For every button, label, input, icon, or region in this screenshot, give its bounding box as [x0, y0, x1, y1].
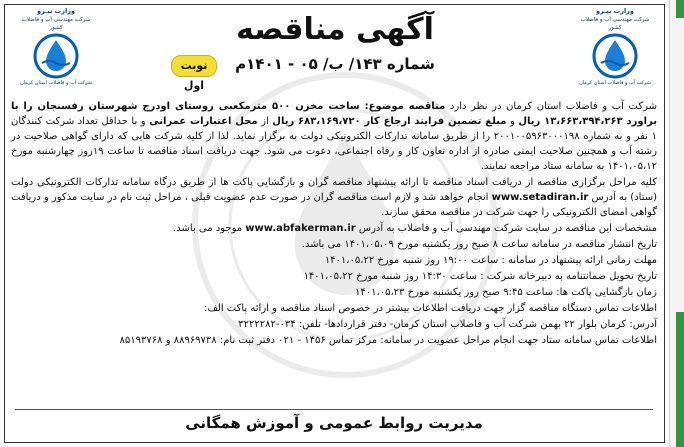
address-line: آدرس: کرمان بلوار ۲۲ بهمن شرکت آب و فاضلاب استان کرمان- دفتر قراردادها- تلفن: ۰۳۴-۳۲۲۲۲۸۲	[238, 319, 657, 330]
page-edge-green-mark	[676, 312, 684, 447]
contact-heading-line: اطلاعات تماس دستگاه مناقصه گزار جهت دریافت اطلاعات بیشتر در خصوص اسناد مناقصه و ارائه پاکت الف:	[204, 303, 657, 314]
opening-time-line: زمان بازگشایی پاکت ها: ساعت ۹:۴۵ صبح روز یکشنبه مورخ ۱۴۰۱،۰۵،۲۳	[355, 287, 657, 298]
paragraph-specs	[11, 221, 657, 236]
water-drop-logo-icon	[592, 33, 638, 79]
company-logo-right	[578, 7, 652, 99]
publish-date-line: تاریخ انتشار مناقصه در سامانه ساعت ۸ صبح روز یکشنبه مورخ ۱۴۰۱،۰۵،۰۹ می باشد.	[301, 239, 657, 250]
tender-ad-frame	[4, 4, 665, 443]
logo-province-text: شرکت آب و فاضلاب استان کرمان	[20, 80, 92, 86]
intro-details: و با حداقل تعداد شرکت کنندگان ۱ نفر و به شماره ۲۰۰۱۰۰۵۹۶۳۰۰۰۱۹۸ را از طریق سامانه تدارکات الکترونیکی دولت به برگزار نماید. لذا از کلیه شرکت هایی که دارای گواهی صلاحیت در رشته آب و همچنین صلاحیت ایمنی صادره از اداره تعاون کار و رفاه اجتماعی، دعوت می شود. جهت دریافت اسناد مناقصه تا ساعت ۱۹روز چهارشنبه مورخ ۱۴۰۱،۰۵،۱۲ به سامانه ستاد مراجعه نمایند.	[11, 116, 657, 172]
setad-contact-line: اطلاعات تماس سامانه ستاد جهت انجام مراحل عضویت در سامانه: مرکز تماس ۱۴۵۶ - ۰۲۱ دفتر ثبت نام: ۸۸۹۶۹۷۳۸ و ۸۵۱۹۳۷۶۸	[119, 335, 657, 346]
paragraph-intro	[11, 99, 657, 174]
connector-text: از	[257, 116, 273, 127]
funding-source: محل اعتبارات عمرانی	[149, 116, 258, 127]
logo-ministry-text: وزارت نیـرو	[596, 7, 634, 15]
logo-company-text: شرکت مهندسی آب و فاضلاب کشور	[580, 17, 650, 31]
intro-text: شرکت آب و فاضلاب استان کرمان در نظر دارد	[445, 101, 657, 112]
specs-text: مشخصات این مناقصه در سایت شرکت مهندسی آب و فاضلاب به آدرس	[355, 223, 657, 234]
process-text: کلیه مراحل برگزاری مناقصه از دریافت اسناد مناقصه تا ارائه پیشنهاد مناقصه گران و بازگشایی پاکت ها از طریق درگاه سامانه تدارکات الکترونیکی دولت (ستاد) به آدرس	[11, 177, 657, 203]
logo-ministry-text: وزارت نیـرو	[37, 7, 75, 15]
water-drop-logo-icon	[33, 33, 79, 79]
stage-badge: نوبت اول	[171, 55, 217, 77]
setad-link[interactable]: www.setadiran.ir	[491, 192, 589, 203]
ad-title: آگهی مناقصه	[236, 12, 434, 47]
guarantee-amount: مبلغ تضمین فرایند ارجاع کار ۶۸۳،۱۶۹،۷۲۰ ریال	[272, 116, 507, 127]
footer-signature: مدیریت روابط عمومی و آموزش همگانی	[15, 409, 653, 436]
logo-company-text: شرکت مهندسی آب و فاضلاب کشور	[21, 17, 91, 31]
company-logo-left	[19, 7, 93, 99]
guarantee-delivery-line: تاریخ تحویل ضمانتنامه به دبیرخانه شرکت : ساعت ۱۴:۳۰ روز شنبه مورخ ۱۴۰۱،۰۵،۲۲	[303, 271, 657, 282]
tender-body	[11, 99, 657, 349]
submission-deadline-line: مهلت زمانی ارائه پیشنهاد در سامانه : ساعت ۱۹:۰۰ روز شنبه مورخ ۱۴۰۱،۰۵،۲۲	[324, 255, 657, 266]
specs-text-2: موجود می باشد.	[173, 223, 246, 234]
connector-text: و	[506, 116, 519, 127]
tender-subject: مناقصه موضوع: ساخت مخزن ۵۰۰ مترمکعبی روستای اودرج شهرستان رفسنجان را با براورد ۱۳،۶۶۳،۳۹۴،۲۶۳ ریال	[11, 101, 657, 127]
paragraph-process	[11, 175, 657, 220]
process-text-2: انجام خواهد شد و لازم است مناقصه گران در صورت عدم عضویت قبلی ، مراحل ثبت نام در سایت مذکور و دریافت گواهی امضای الکترونیکی را جهت شرکت در مناقصه محقق سازند.	[11, 192, 657, 218]
logo-province-text: شرکت آب و فاضلاب استان کرمان	[579, 80, 651, 86]
abfa-link[interactable]: www.abfakerman.ir	[245, 223, 356, 234]
page-edge-green-mark	[676, 0, 684, 18]
tender-number: شماره ۱۴۳/ ب/ ۰۵ - ۱۴۰۱م	[235, 55, 435, 73]
